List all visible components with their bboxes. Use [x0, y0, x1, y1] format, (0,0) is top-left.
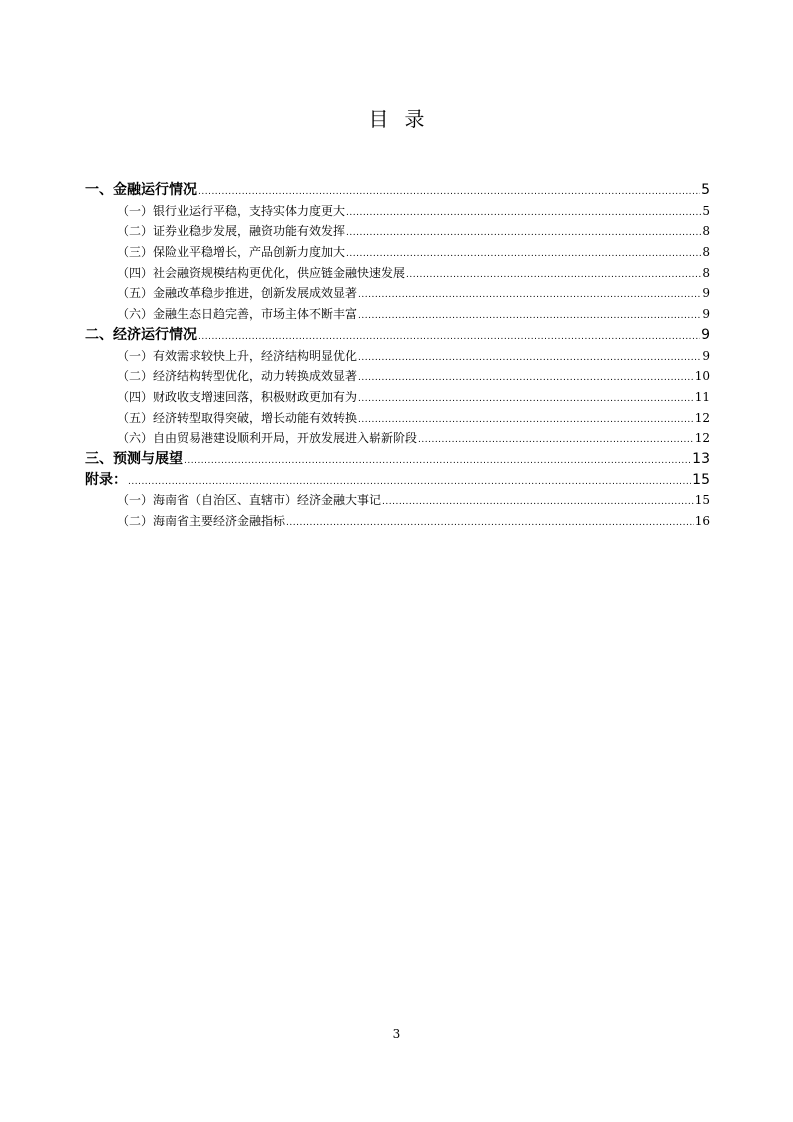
toc-dot-leader	[358, 410, 694, 431]
toc-entry-label: （一）海南省（自治区、直辖市）经济金融大事记	[117, 493, 382, 508]
toc-entry[interactable]	[85, 366, 710, 387]
toc-dot-leader	[358, 389, 694, 410]
toc-dot-leader	[198, 327, 700, 348]
toc-dot-leader	[382, 492, 694, 513]
toc-dot-leader	[358, 368, 694, 389]
toc-entry-page: 8	[702, 265, 710, 280]
toc-entry[interactable]	[85, 263, 710, 284]
toc-dot-leader	[418, 430, 694, 451]
toc-entry-label: （一）有效需求较快上升，经济结构明显优化	[117, 348, 358, 363]
toc-dot-leader	[346, 244, 701, 265]
toc-dot-leader	[406, 265, 701, 286]
toc-dot-leader	[358, 348, 701, 369]
toc-dot-leader	[358, 285, 701, 306]
toc-entry-page: 16	[694, 514, 710, 528]
toc-entry-label: 一、金融运行情况	[85, 182, 197, 198]
toc-entry[interactable]	[85, 201, 710, 222]
toc-dot-leader	[198, 182, 700, 203]
toc-dot-leader	[358, 306, 701, 327]
toc-entry-label: （二）海南省主要经济金融指标	[117, 514, 286, 528]
toc-entry-page: 8	[702, 245, 710, 260]
toc-entry-label: 附录：	[85, 471, 127, 488]
toc-entry-page: 15	[694, 493, 710, 508]
toc-entry-label: （六）自由贸易港建设顺利开局，开放发展进入崭新阶段	[117, 431, 418, 446]
toc-entry-label: （四）财政收支增速回落，积极财政更加有为	[117, 389, 358, 404]
toc-dot-leader	[346, 223, 701, 244]
toc-entry-page: 9	[702, 307, 710, 322]
toc-entry-page: 13	[692, 450, 710, 467]
toc-entry[interactable]	[85, 283, 710, 304]
toc-entry[interactable]	[85, 490, 710, 511]
toc-entry-page: 5	[702, 203, 710, 218]
toc-entry[interactable]	[85, 511, 710, 532]
toc-entry-label: （一）银行业运行平稳，支持实体力度更大	[117, 203, 346, 218]
toc-entry[interactable]	[85, 470, 710, 491]
toc-entry-page: 9	[702, 348, 710, 363]
toc-title: 目录	[368, 107, 441, 131]
toc-entry-page: 10	[694, 369, 710, 384]
toc-entry[interactable]	[85, 242, 710, 263]
toc-entry-page: 9	[701, 326, 710, 343]
toc-dot-leader	[286, 513, 694, 534]
toc-entry-label: （三）保险业平稳增长，产品创新力度加大	[117, 245, 346, 260]
toc-entry-page: 8	[702, 224, 710, 239]
toc-entry[interactable]	[85, 387, 710, 408]
toc-entry[interactable]	[85, 408, 710, 429]
toc-entry[interactable]	[85, 346, 710, 367]
toc-entry-label: （五）金融改革稳步推进，创新发展成效显著	[117, 286, 358, 301]
toc-entry-label: 二、经济运行情况	[85, 326, 197, 343]
toc-entry-page: 9	[702, 286, 710, 301]
page-number: 3	[392, 1027, 401, 1041]
toc-entry[interactable]	[85, 325, 710, 346]
toc-entry-page: 5	[701, 182, 710, 198]
toc-entry[interactable]	[85, 304, 710, 325]
toc-entry[interactable]	[85, 221, 710, 242]
toc-dot-leader	[184, 451, 691, 472]
toc-dot-leader	[346, 203, 701, 224]
toc-entry-label: 三、预测与展望	[85, 450, 183, 467]
toc-entry-label: （二）证券业稳步发展，融资功能有效发挥	[117, 224, 346, 239]
toc-entry-page: 12	[694, 431, 710, 446]
toc-entry-page: 11	[694, 389, 710, 404]
toc-entry[interactable]	[85, 180, 710, 201]
toc-entry[interactable]	[85, 428, 710, 449]
toc-entry-label: （五）经济转型取得突破，增长动能有效转换	[117, 410, 358, 425]
toc-entry-page: 12	[694, 410, 710, 425]
toc-dot-leader	[128, 472, 691, 493]
toc-entry-label: （六）金融生态日趋完善，市场主体不断丰富	[117, 307, 358, 322]
toc-list	[85, 180, 710, 532]
toc-entry-label: （四）社会融资规模结构更优化，供应链金融快速发展	[117, 265, 406, 280]
toc-entry[interactable]	[85, 449, 710, 470]
toc-entry-label: （二）经济结构转型优化，动力转换成效显著	[117, 369, 358, 384]
toc-entry-page: 15	[692, 471, 710, 488]
